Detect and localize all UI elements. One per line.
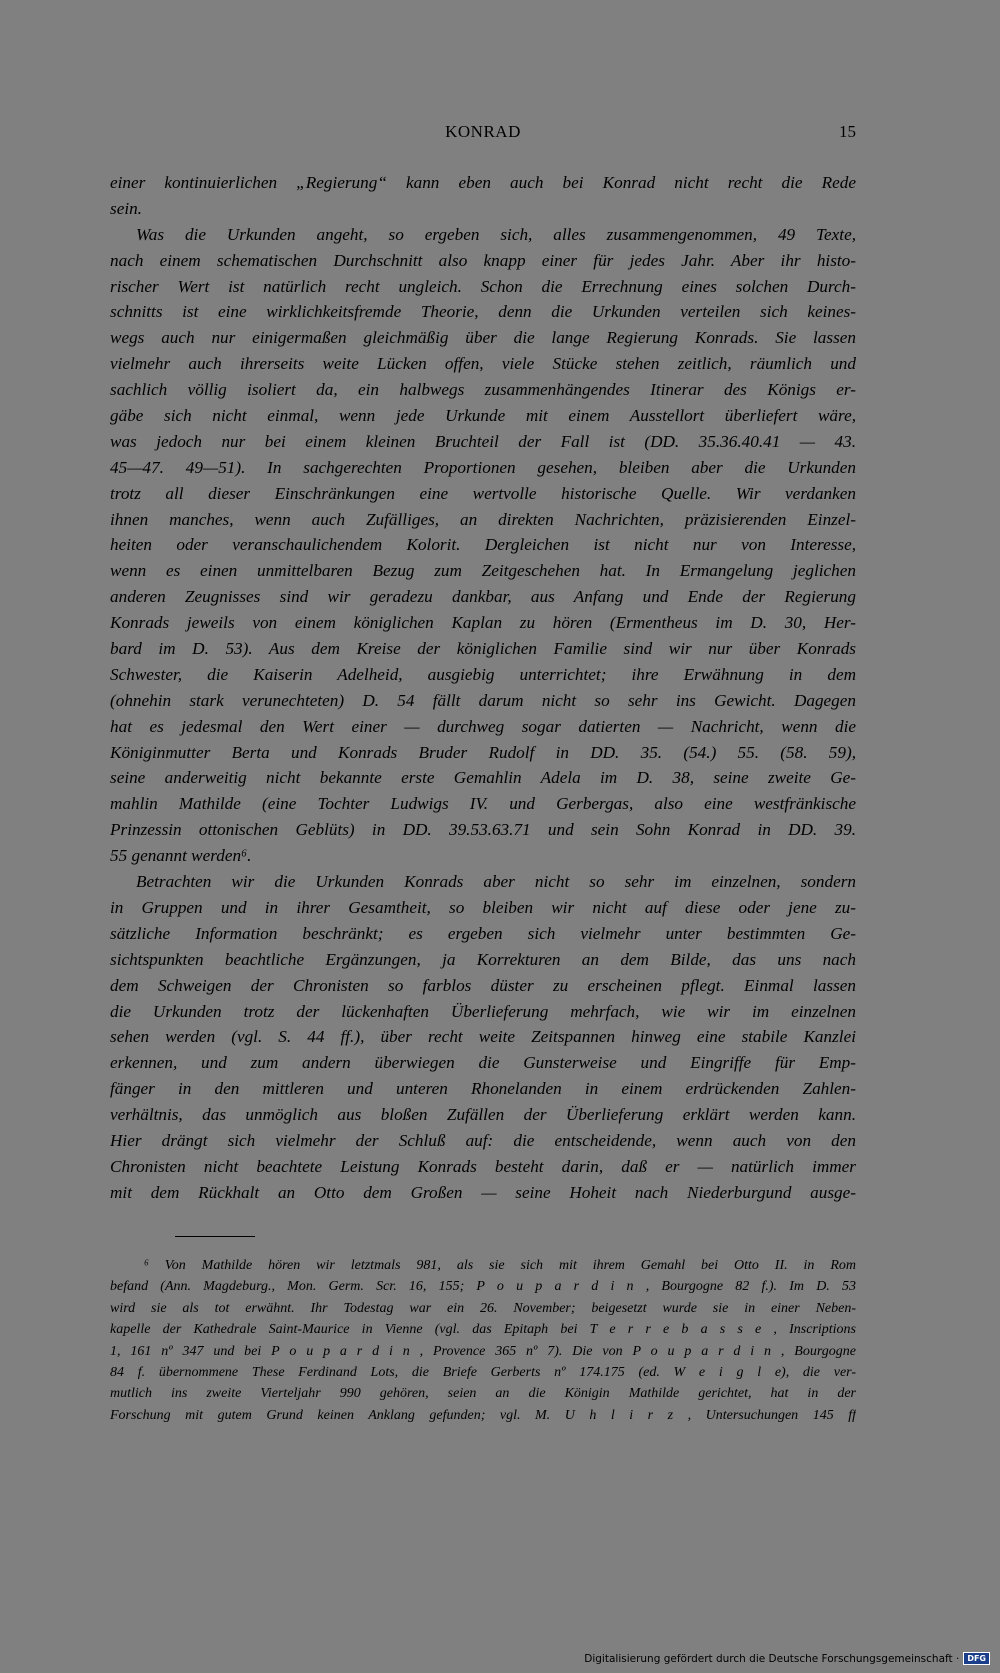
text-line: nach einem schematischen Durchschnitt also knapp einer für jedes Jahr. Aber ihr histo- [110,250,856,270]
text-line: verhältnis, das unmöglich aus bloßen Zufällen der Überlieferung erklärt werden kann. [110,1105,856,1125]
text-line: seine anderweitig nicht bekannte erste Gemahlin Adela im D. 38, seine zweite Ge- [110,768,856,788]
text-line: vielmehr auch ihrerseits weite Lücken offen, viele Stücke stehen zeitlich, räumlich und [110,354,856,374]
text-line: Prinzessin ottonischen Geblüts) in DD. 39.53.63.71 und sein Sohn Konrad in DD. 39. [110,820,856,840]
footnote-line: Forschung mit gutem Grund keinen Anklang gefunden; vgl. M. U h l i r z , Untersuchungen 145 ff [110,1407,856,1423]
text-line: wenn es einen unmittelbaren Bezug zum Zeitgeschehen hat. In Ermangelung jeglichen [110,561,856,581]
text-line: bard im D. 53). Aus dem Kreise der königlichen Familie sind wir nur über Konrads [110,639,856,659]
footnote-line: kapelle der Kathedrale Saint-Maurice in Vienne (vgl. das Epitaph bei T e r r e b a s s e , Inscriptions [110,1322,856,1338]
text-line: 45—47. 49—51). In sachgerechten Proportionen gesehen, bleiben aber die Urkunden [110,457,856,477]
running-head-title: KONRAD [445,122,521,141]
text-line: anderen Zeugnisses sind wir geradezu dankbar, aus Anfang und Ende der Regierung [110,587,856,607]
credit-text: Digitalisierung gefördert durch die Deutsche Forschungsgemeinschaft · [584,1652,960,1665]
text-line: (ohnehin stark verunechteten) D. 54 fällt darum nicht so sehr ins Gewicht. Dagegen [110,690,856,710]
text-line: Hier drängt sich vielmehr der Schluß auf: die entscheidende, wenn auch von den [110,1130,856,1150]
text-line: erkennen, und zum andern überwiegen die Gunsterweise und Eingriffe für Emp- [110,1053,856,1073]
text-line: Was die Urkunden angeht, so ergeben sich, alles zusammengenommen, 49 Texte, [136,224,856,244]
text-line: Schwester, die Kaiserin Adelheid, ausgiebig unterrichtet; ihre Erwähnung in dem [110,664,856,684]
text-line: sichtspunkten beachtliche Ergänzungen, ja Korrekturen an dem Bilde, das uns nach [110,949,856,969]
text-line: dem Schweigen der Chronisten so farblos düster zu erscheinen pflegt. Einmal lassen [110,975,856,995]
footnote-line: befand (Ann. Magdeburg., Mon. Germ. Scr. 16, 155; P o u p a r d i n , Bourgogne 82 f.). Im D. 53 [110,1279,856,1295]
text-line: in Gruppen und in ihrer Gesamtheit, so bleiben wir nicht auf diese oder jene zu- [110,897,856,917]
text-line: 55 genannt werden⁶. [110,846,252,866]
footnote-line: ⁶ Von Mathilde hören wir letztmals 981, als sie sich mit ihrem Gemahl bei Otto II. in Rom [144,1258,856,1273]
text-line: sein. [110,198,142,218]
footnote-separator [175,1236,255,1237]
text-line: was jedoch nur bei einem kleinen Bruchteil der Fall ist (DD. 35.36.40.41 — 43. [110,431,856,451]
text-line: fänger in den mittleren und unteren Rhonelanden in einem erdrückenden Zahlen- [110,1079,856,1099]
dfg-logo-icon: DFG [963,1652,990,1665]
text-line: gäbe sich nicht einmal, wenn jede Urkunde mit einem Ausstellort überliefert wäre, [110,406,856,426]
text-line: die Urkunden trotz der lückenhaften Überlieferung mehrfach, wie wir im einzelnen [110,1001,856,1021]
text-line: heiten oder veranschaulichendem Kolorit. Dergleichen ist nicht nur von Interesse, [110,535,856,555]
text-line: sachlich völlig isoliert da, ein halbwegs zusammenhängendes Itinerar des Königs er- [110,380,856,400]
text-line: Betrachten wir die Urkunden Konrads aber nicht so sehr im einzelnen, sondern [136,872,856,892]
text-line: trotz all dieser Einschränkungen eine wertvolle historische Quelle. Wir verdanken [110,483,856,503]
text-line: mahlin Mathilde (eine Tochter Ludwigs IV. und Gerbergas, also eine westfränkische [110,794,856,814]
footnotes [110,1255,856,1426]
text-line: hat es jedesmal den Wert einer — durchweg sogar datierten — Nachricht, wenn die [110,716,856,736]
text-line: rischer Wert ist natürlich recht ungleich. Schon die Errechnung eines solchen Durch- [110,276,856,296]
text-line: einer kontinuierlichen „Regierung“ kann eben auch bei Konrad nicht recht die Rede [110,173,856,192]
text-line: sätzliche Information beschränkt; es ergeben sich vielmehr unter bestimmten Ge- [110,923,856,943]
text-line: Königinmutter Berta und Konrads Bruder Rudolf in DD. 35. (54.) 55. (58. 59), [110,742,856,762]
text-line: sehen werden (vgl. S. 44 ff.), über recht weite Zeitspannen hinweg eine stabile Kanzlei [110,1027,856,1047]
footnote-line: 84 f. übernommene These Ferdinand Lots, die Briefe Gerberts nº 174.175 (ed. W e i g l e), die ver- [110,1364,856,1380]
body-text [110,170,856,1206]
running-head [110,122,856,146]
text-line: Konrads jeweils von einem königlichen Kaplan zu hören (Ermentheus im D. 30, Her- [110,613,856,633]
text-line: ihnen manches, wenn auch Zufälliges, an direkten Nachrichten, präzisierenden Einzel- [110,509,856,529]
footnote-line: 1, 161 nº 347 und bei P o u p a r d i n , Provence 365 nº 7). Die von P o u p a r d i n , Bourgogne [110,1343,856,1359]
footnote-line: mutlich ins zweite Vierteljahr 990 gehören, seien an die Königin Mathilde gerichtet, hat in der [110,1386,856,1402]
footnote-line: wird sie als tot erwähnt. Ihr Todestag war ein 26. November; beigesetzt wurde sie in einer Neben- [110,1300,856,1316]
text-line: schnitts ist eine wirklichkeitsfremde Theorie, denn die Urkunden verteilen sich keines- [110,302,856,322]
text-line: Chronisten nicht beachtete Leistung Konrads besteht darin, daß er — natürlich immer [110,1156,856,1176]
text-line: wegs auch nur einigermaßen gleichmäßig über die lange Regierung Konrads. Sie lassen [110,328,856,348]
digitization-credit [584,1652,990,1665]
text-line: mit dem Rückhalt an Otto dem Großen — seine Hoheit nach Niederburgund ausge- [110,1182,856,1202]
page-number: 15 [839,122,856,141]
